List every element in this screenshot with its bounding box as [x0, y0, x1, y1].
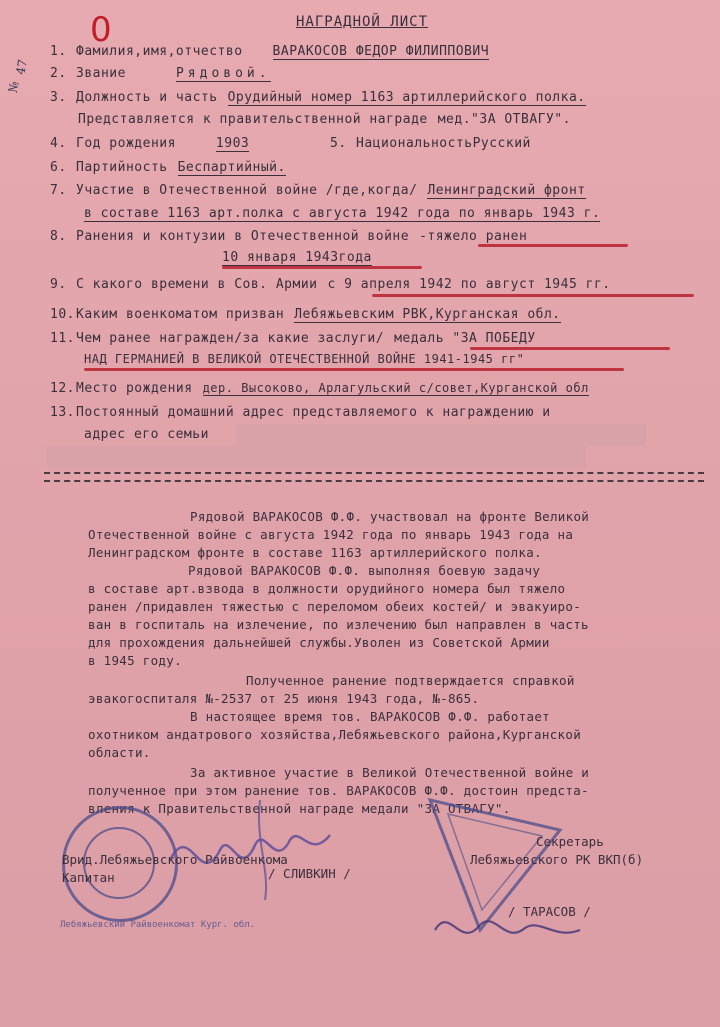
field-army-since: 9. С какого времени в Сов. Армии с 9 апреля 1942 по август 1945 гг.	[50, 277, 611, 292]
body-line: эвакогоспиталя №-2537 от 25 июня 1943 года, №-865.	[88, 691, 480, 706]
right-signer-name: / ТАРАСОВ /	[508, 904, 591, 919]
body-line: охотником андатрового хозяйства,Лебяжьевского района,Курганской	[88, 727, 582, 742]
body-line: Рядовой ВАРАКОСОВ Ф.Ф. участвовал на фронте Великой	[190, 509, 590, 524]
body-line: Ленинградском фронте в составе 1163 артиллерийского полка.	[88, 545, 542, 560]
left-signer-title: Врид.Лебяжьевского Райвоенкома	[62, 852, 288, 867]
field-home-address: 13.Постоянный домашний адрес представляемого к награждению и	[50, 405, 551, 420]
field-draft-office: 10.Каким военкоматом призван Лебяжьевским РВК,Курганская обл.	[50, 307, 561, 322]
field-war-participation-cont: в составе 1163 арт.полка с августа 1942 года по январь 1943 г.	[84, 206, 601, 221]
field-wounds: 8. Ранения и контузии в Отечественной войне -тяжело ранен	[50, 229, 528, 244]
field-birth-year: 4. Год рождения 1903	[50, 136, 250, 151]
red-underline	[372, 294, 694, 297]
body-line: ранен /придавлен тяжестью с переломом обеих костей/ и эвакуиро-	[88, 599, 582, 614]
margin-note: №	[5, 80, 22, 94]
field-party: 6. Партийность Беспартийный.	[50, 160, 286, 175]
body-line: В настоящее время тов. ВАРАКОСОВ Ф.Ф. работает	[190, 709, 550, 724]
red-underline	[222, 266, 422, 269]
divider	[44, 472, 704, 476]
seal-text: Лебяжьевский Райвоенкомат Кург. обл.	[60, 920, 256, 930]
redacted-block	[46, 446, 586, 468]
right-signer-title: Секретарь	[536, 834, 604, 849]
redacted-block	[236, 424, 646, 446]
divider	[44, 480, 704, 484]
body-line: полученное при этом ранение тов. ВАРАКОСОВ Ф.Ф. достоин предста-	[88, 783, 589, 798]
field-position: 3. Должность и часть Орудийный номер 1163 артиллерийского полка.	[50, 90, 586, 105]
field-home-address-cont: адрес его семьи	[84, 427, 209, 442]
field-war-participation: 7. Участие в Отечественной войне /где,когда/ Ленинградский фронт	[50, 183, 586, 198]
body-line: в составе арт.взвода в должности орудийного номера был тяжело	[88, 581, 566, 596]
body-line: вления к Правительственной награде медали "ЗА ОТВАГУ".	[88, 801, 511, 816]
body-line: За активное участие в Великой Отечественной войне и	[190, 765, 590, 780]
body-line: Отечественной войне с августа 1942 года по январь 1943 года на	[88, 527, 574, 542]
margin-note: 47	[13, 58, 30, 76]
field-previous-awards-cont: НАД ГЕРМАНИЕЙ В ВЕЛИКОЙ ОТЕЧЕСТВЕННОЙ ВОЙНЕ 1941-1945 гг"	[84, 352, 525, 366]
body-line: для прохождения дальнейшей службы.Уволен из Советской Армии	[88, 635, 550, 650]
red-underline	[470, 347, 670, 350]
field-nationality: 5. НациональностьРусский	[330, 136, 531, 151]
corner-mark: 0	[90, 10, 112, 50]
left-signer-rank: Капитан	[62, 870, 115, 885]
field-full-name: 1. Фамилия,имя,отчество ВАРАКОСОВ ФЕДОР ФИЛИППОВИЧ	[50, 44, 490, 59]
field-rank: 2. Звание Рядовой.	[50, 66, 271, 81]
left-signer-name: / СЛИВКИН /	[268, 866, 351, 881]
field-birthplace: 12.Место рождения дер. Высоково, Арлагульский с/совет,Курганской обл	[50, 381, 589, 396]
document-title: НАГРАДНОЙ ЛИСТ	[296, 14, 429, 30]
body-line: Полученное ранение подтверждается справкой	[246, 673, 575, 688]
red-underline	[478, 244, 628, 247]
body-line: области.	[88, 745, 151, 760]
field-previous-awards: 11.Чем ранее награжден/за какие заслуги/ медаль "ЗА ПОБЕДУ	[50, 331, 536, 346]
red-underline	[84, 368, 624, 371]
body-line: ван в госпиталь на излечение, по излечению был направлен в часть	[88, 617, 589, 632]
field-nominated-for: Представляется к правительственной награде мед."ЗА ОТВАГУ".	[78, 112, 571, 127]
body-line: Рядовой ВАРАКОСОВ Ф.Ф. выполняя боевую задачу	[188, 563, 541, 578]
field-wounds-cont: 10 января 1943года	[222, 250, 372, 265]
right-signer-org: Лебяжьевского РК ВКП(б)	[470, 852, 644, 867]
body-line: в 1945 году.	[88, 653, 182, 668]
